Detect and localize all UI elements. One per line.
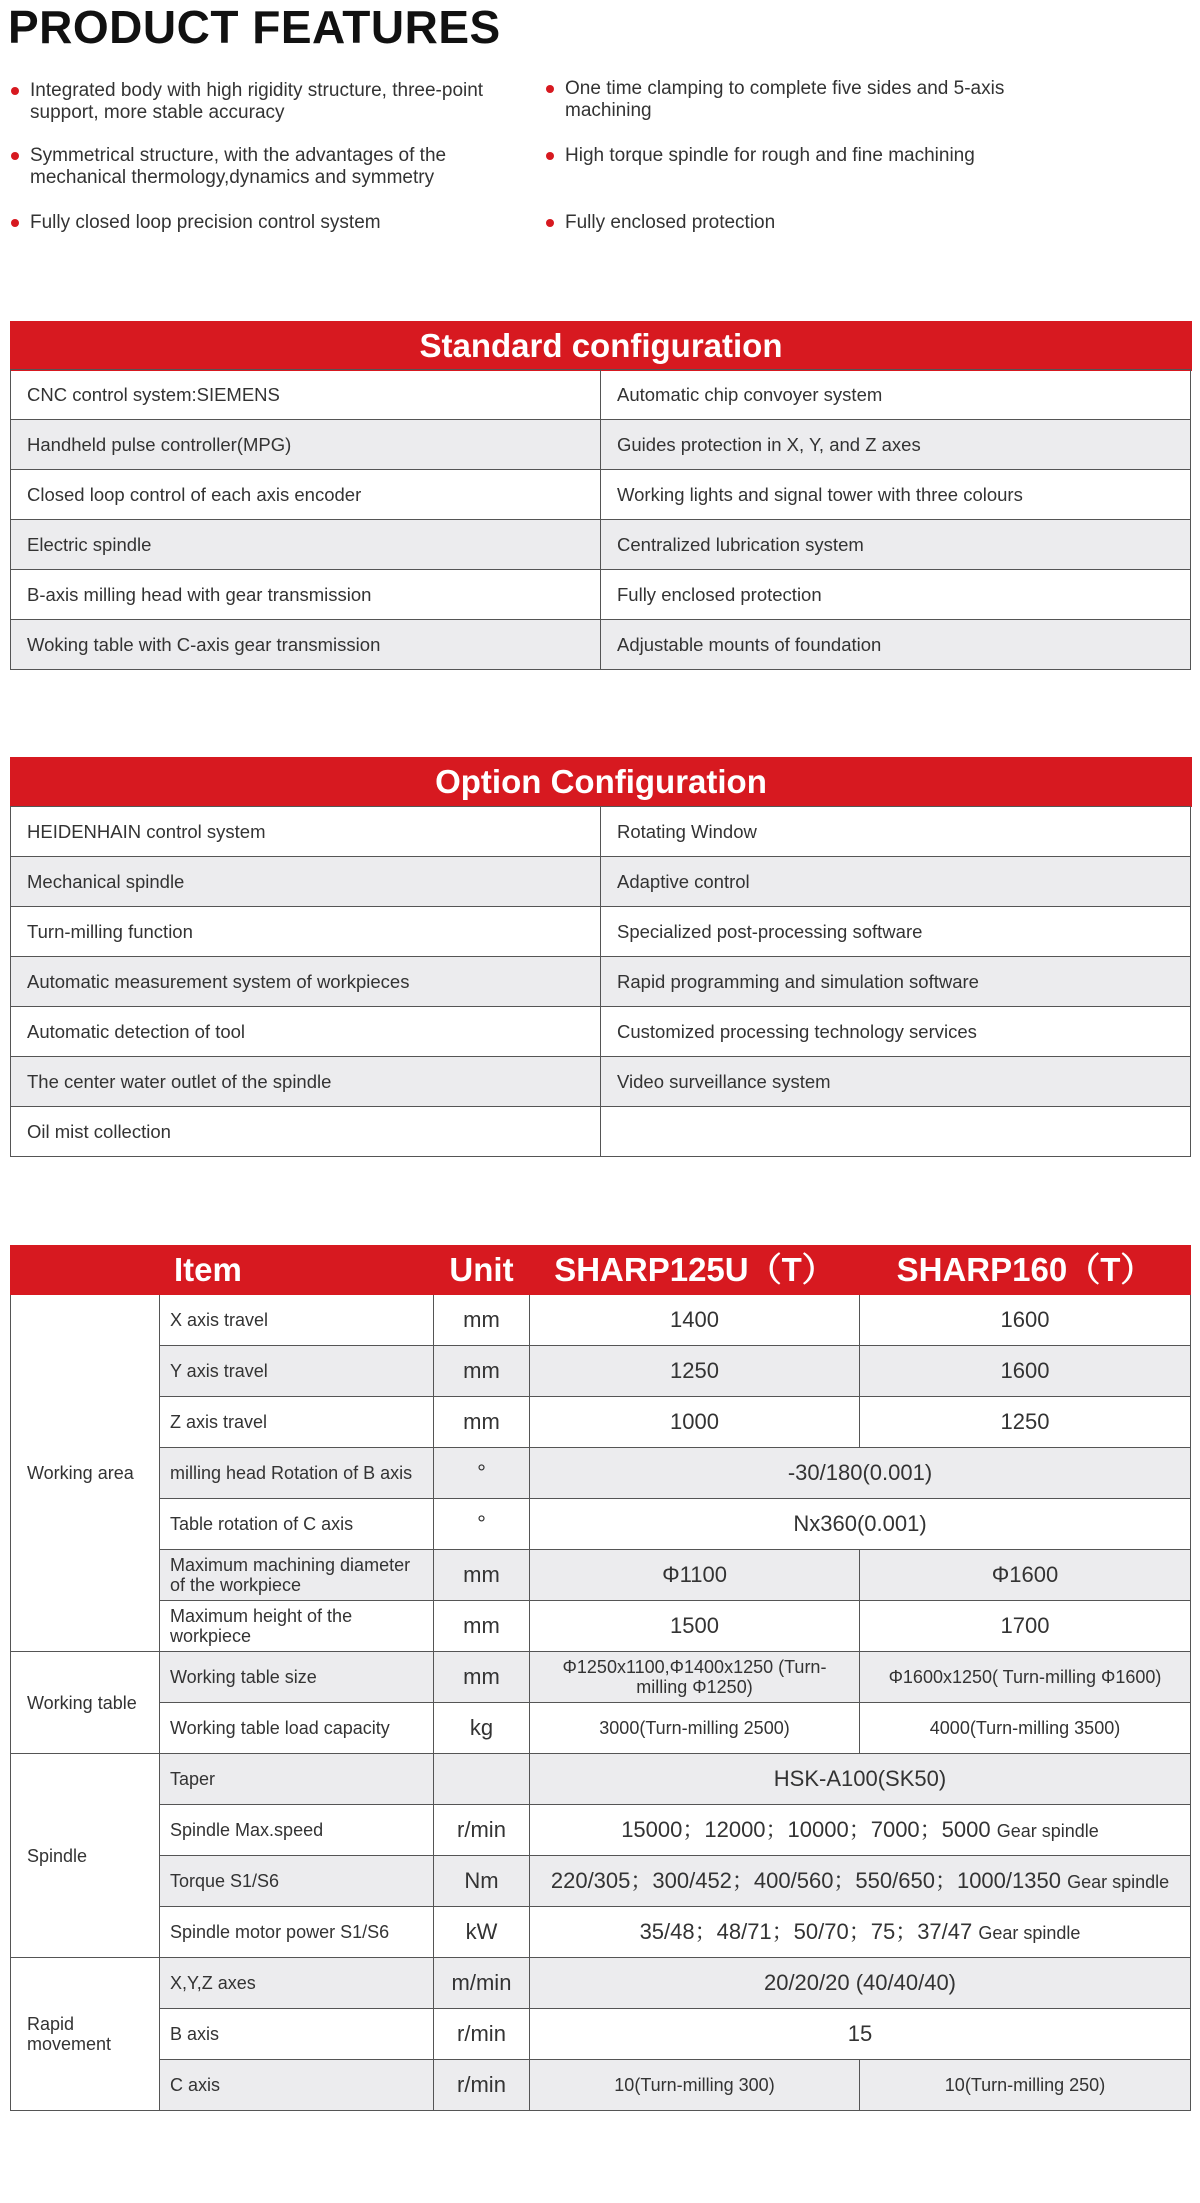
table-cell: Video surveillance system bbox=[601, 1057, 1191, 1107]
table-row bbox=[11, 1295, 1191, 1346]
table-row bbox=[11, 1652, 1191, 1703]
table-cell: Woking table with C-axis gear transmission bbox=[11, 620, 601, 670]
value-cell bbox=[530, 1856, 1191, 1907]
bullet-icon bbox=[11, 87, 19, 95]
value-suffix: Gear spindle bbox=[1067, 1871, 1170, 1892]
table-row bbox=[11, 807, 1191, 857]
item-cell: milling head Rotation of B axis bbox=[160, 1448, 434, 1499]
item-cell: Working table load capacity bbox=[160, 1703, 434, 1754]
value-text: 15000；12000；10000；7000；5000 bbox=[621, 1816, 991, 1842]
unit-cell: mm bbox=[434, 1652, 530, 1703]
feature-text: Fully enclosed protection bbox=[565, 212, 776, 233]
value-cell: 1400 bbox=[530, 1295, 860, 1346]
value-cell: 1250 bbox=[530, 1346, 860, 1397]
item-cell: Spindle Max.speed bbox=[160, 1805, 434, 1856]
spec-header-row bbox=[11, 1246, 1191, 1295]
item-cell: Working table size bbox=[160, 1652, 434, 1703]
value-text: 220/305；300/452；400/560；550/650；1000/1350 bbox=[550, 1867, 1061, 1893]
feature-item bbox=[8, 212, 528, 234]
feature-text: Fully closed loop precision control system bbox=[30, 212, 381, 233]
table-cell: Automatic detection of tool bbox=[11, 1007, 601, 1057]
unit-cell: mm bbox=[434, 1601, 530, 1652]
bullet-icon bbox=[546, 152, 554, 160]
table-row bbox=[11, 1107, 1191, 1157]
unit-cell: Nm bbox=[434, 1856, 530, 1907]
value-cell: -30/180(0.001) bbox=[530, 1448, 1191, 1499]
table-row bbox=[11, 1958, 1191, 2009]
value-cell bbox=[530, 1907, 1191, 1958]
table-row bbox=[11, 1907, 1191, 1958]
table-row bbox=[11, 1601, 1191, 1652]
header-blank-cell bbox=[11, 1246, 160, 1295]
option-config-table bbox=[10, 806, 1191, 1157]
unit-cell: kW bbox=[434, 1907, 530, 1958]
feature-item bbox=[8, 80, 528, 124]
value-cell: 3000(Turn-milling 2500) bbox=[530, 1703, 860, 1754]
table-row bbox=[11, 1007, 1191, 1057]
feature-text: High torque spindle for rough and fine machining bbox=[565, 145, 975, 166]
value-cell: 4000(Turn-milling 3500) bbox=[860, 1703, 1191, 1754]
item-cell: Table rotation of C axis bbox=[160, 1499, 434, 1550]
value-cell: 1700 bbox=[860, 1601, 1191, 1652]
feature-item bbox=[543, 78, 1023, 122]
value-cell: Φ1250x1100,Φ1400x1250 (Turn-milling Φ1250) bbox=[530, 1652, 860, 1703]
value-cell: 20/20/20 (40/40/40) bbox=[530, 1958, 1191, 2009]
table-row bbox=[11, 1499, 1191, 1550]
unit-cell: ° bbox=[434, 1499, 530, 1550]
item-cell: X,Y,Z axes bbox=[160, 1958, 434, 2009]
unit-cell: r/min bbox=[434, 2009, 530, 2060]
table-cell: HEIDENHAIN control system bbox=[11, 807, 601, 857]
value-cell: Nx360(0.001) bbox=[530, 1499, 1191, 1550]
unit-cell bbox=[434, 1754, 530, 1805]
table-cell: Rotating Window bbox=[601, 807, 1191, 857]
table-row bbox=[11, 1057, 1191, 1107]
unit-cell: m/min bbox=[434, 1958, 530, 2009]
item-cell: Maximum machining diameter of the workpiece bbox=[160, 1550, 434, 1601]
value-cell: 1500 bbox=[530, 1601, 860, 1652]
table-cell: Handheld pulse controller(MPG) bbox=[11, 420, 601, 470]
table-row bbox=[11, 2009, 1191, 2060]
table-cell: Centralized lubrication system bbox=[601, 520, 1191, 570]
table-row bbox=[11, 620, 1191, 670]
option-config-header: Option Configuration bbox=[10, 757, 1192, 807]
table-cell: Adjustable mounts of foundation bbox=[601, 620, 1191, 670]
value-cell: Φ1600 bbox=[860, 1550, 1191, 1601]
table-row bbox=[11, 1550, 1191, 1601]
value-suffix: Gear spindle bbox=[996, 1820, 1099, 1841]
value-cell: 10(Turn-milling 300) bbox=[530, 2060, 860, 2111]
unit-cell: mm bbox=[434, 1295, 530, 1346]
header-model-2: SHARP160（T） bbox=[860, 1246, 1191, 1295]
unit-cell: r/min bbox=[434, 1805, 530, 1856]
feature-item bbox=[543, 212, 1023, 234]
table-row bbox=[11, 1346, 1191, 1397]
table-row bbox=[11, 857, 1191, 907]
table-row bbox=[11, 1397, 1191, 1448]
bullet-icon bbox=[11, 152, 19, 160]
table-cell: Customized processing technology services bbox=[601, 1007, 1191, 1057]
value-cell: Φ1600x1250( Turn-milling Φ1600) bbox=[860, 1652, 1191, 1703]
table-cell: Working lights and signal tower with three colours bbox=[601, 470, 1191, 520]
table-cell: Automatic measurement system of workpieces bbox=[11, 957, 601, 1007]
table-cell: Automatic chip convoyer system bbox=[601, 370, 1191, 420]
group-label: Working area bbox=[11, 1295, 160, 1652]
table-cell: Electric spindle bbox=[11, 520, 601, 570]
header-model-1: SHARP125U（T） bbox=[530, 1246, 860, 1295]
item-cell: C axis bbox=[160, 2060, 434, 2111]
feature-text: Integrated body with high rigidity structure, three-point support, more stable accuracy bbox=[30, 80, 484, 123]
table-row bbox=[11, 1703, 1191, 1754]
bullet-icon bbox=[11, 219, 19, 227]
table-row bbox=[11, 1805, 1191, 1856]
table-cell: B-axis milling head with gear transmission bbox=[11, 570, 601, 620]
table-cell: CNC control system:SIEMENS bbox=[11, 370, 601, 420]
standard-config-table bbox=[10, 369, 1191, 670]
table-row bbox=[11, 2060, 1191, 2111]
header-unit: Unit bbox=[434, 1246, 530, 1295]
unit-cell: r/min bbox=[434, 2060, 530, 2111]
value-suffix: Gear spindle bbox=[978, 1922, 1081, 1943]
value-cell: 1250 bbox=[860, 1397, 1191, 1448]
item-cell: X axis travel bbox=[160, 1295, 434, 1346]
table-row bbox=[11, 370, 1191, 420]
table-row bbox=[11, 1856, 1191, 1907]
value-cell: 10(Turn-milling 250) bbox=[860, 2060, 1191, 2111]
value-cell: 1600 bbox=[860, 1346, 1191, 1397]
spec-table bbox=[10, 1245, 1191, 2111]
table-row bbox=[11, 1754, 1191, 1805]
feature-item bbox=[543, 145, 1103, 167]
header-item: Item bbox=[160, 1246, 434, 1295]
value-cell: Φ1100 bbox=[530, 1550, 860, 1601]
group-label: Working table bbox=[11, 1652, 160, 1754]
table-cell: Specialized post-processing software bbox=[601, 907, 1191, 957]
unit-cell: kg bbox=[434, 1703, 530, 1754]
item-cell: Y axis travel bbox=[160, 1346, 434, 1397]
table-row bbox=[11, 957, 1191, 1007]
standard-config-header: Standard configuration bbox=[10, 321, 1192, 371]
bullet-icon bbox=[546, 85, 554, 93]
item-cell: Z axis travel bbox=[160, 1397, 434, 1448]
item-cell: B axis bbox=[160, 2009, 434, 2060]
value-cell: HSK-A100(SK50) bbox=[530, 1754, 1191, 1805]
unit-cell: ° bbox=[434, 1448, 530, 1499]
table-cell: Mechanical spindle bbox=[11, 857, 601, 907]
feature-text: One time clamping to complete five sides and 5-axis machining bbox=[565, 78, 1005, 121]
value-text: 35/48；48/71；50/70；75；37/47 bbox=[639, 1918, 973, 1944]
table-row bbox=[11, 907, 1191, 957]
value-cell: 1000 bbox=[530, 1397, 860, 1448]
item-cell: Torque S1/S6 bbox=[160, 1856, 434, 1907]
group-label: Spindle bbox=[11, 1754, 160, 1958]
group-label: Rapid movement bbox=[11, 1958, 160, 2111]
table-cell: The center water outlet of the spindle bbox=[11, 1057, 601, 1107]
value-cell bbox=[530, 1805, 1191, 1856]
table-cell bbox=[601, 1107, 1191, 1157]
table-row bbox=[11, 1448, 1191, 1499]
table-cell: Oil mist collection bbox=[11, 1107, 601, 1157]
unit-cell: mm bbox=[434, 1346, 530, 1397]
table-cell: Closed loop control of each axis encoder bbox=[11, 470, 601, 520]
table-cell: Adaptive control bbox=[601, 857, 1191, 907]
table-row bbox=[11, 470, 1191, 520]
value-cell: 1600 bbox=[860, 1295, 1191, 1346]
table-cell: Fully enclosed protection bbox=[601, 570, 1191, 620]
table-row bbox=[11, 570, 1191, 620]
unit-cell: mm bbox=[434, 1397, 530, 1448]
value-cell: 15 bbox=[530, 2009, 1191, 2060]
feature-item bbox=[8, 145, 478, 189]
table-cell: Guides protection in X, Y, and Z axes bbox=[601, 420, 1191, 470]
unit-cell: mm bbox=[434, 1550, 530, 1601]
feature-text: Symmetrical structure, with the advantages of the mechanical thermology,dynamics and symmetry bbox=[30, 145, 447, 188]
item-cell: Maximum height of the workpiece bbox=[160, 1601, 434, 1652]
bullet-icon bbox=[546, 219, 554, 227]
page-title: PRODUCT FEATURES bbox=[8, 1, 501, 53]
table-cell: Rapid programming and simulation software bbox=[601, 957, 1191, 1007]
item-cell: Taper bbox=[160, 1754, 434, 1805]
table-row bbox=[11, 420, 1191, 470]
table-row bbox=[11, 520, 1191, 570]
table-cell: Turn-milling function bbox=[11, 907, 601, 957]
item-cell: Spindle motor power S1/S6 bbox=[160, 1907, 434, 1958]
